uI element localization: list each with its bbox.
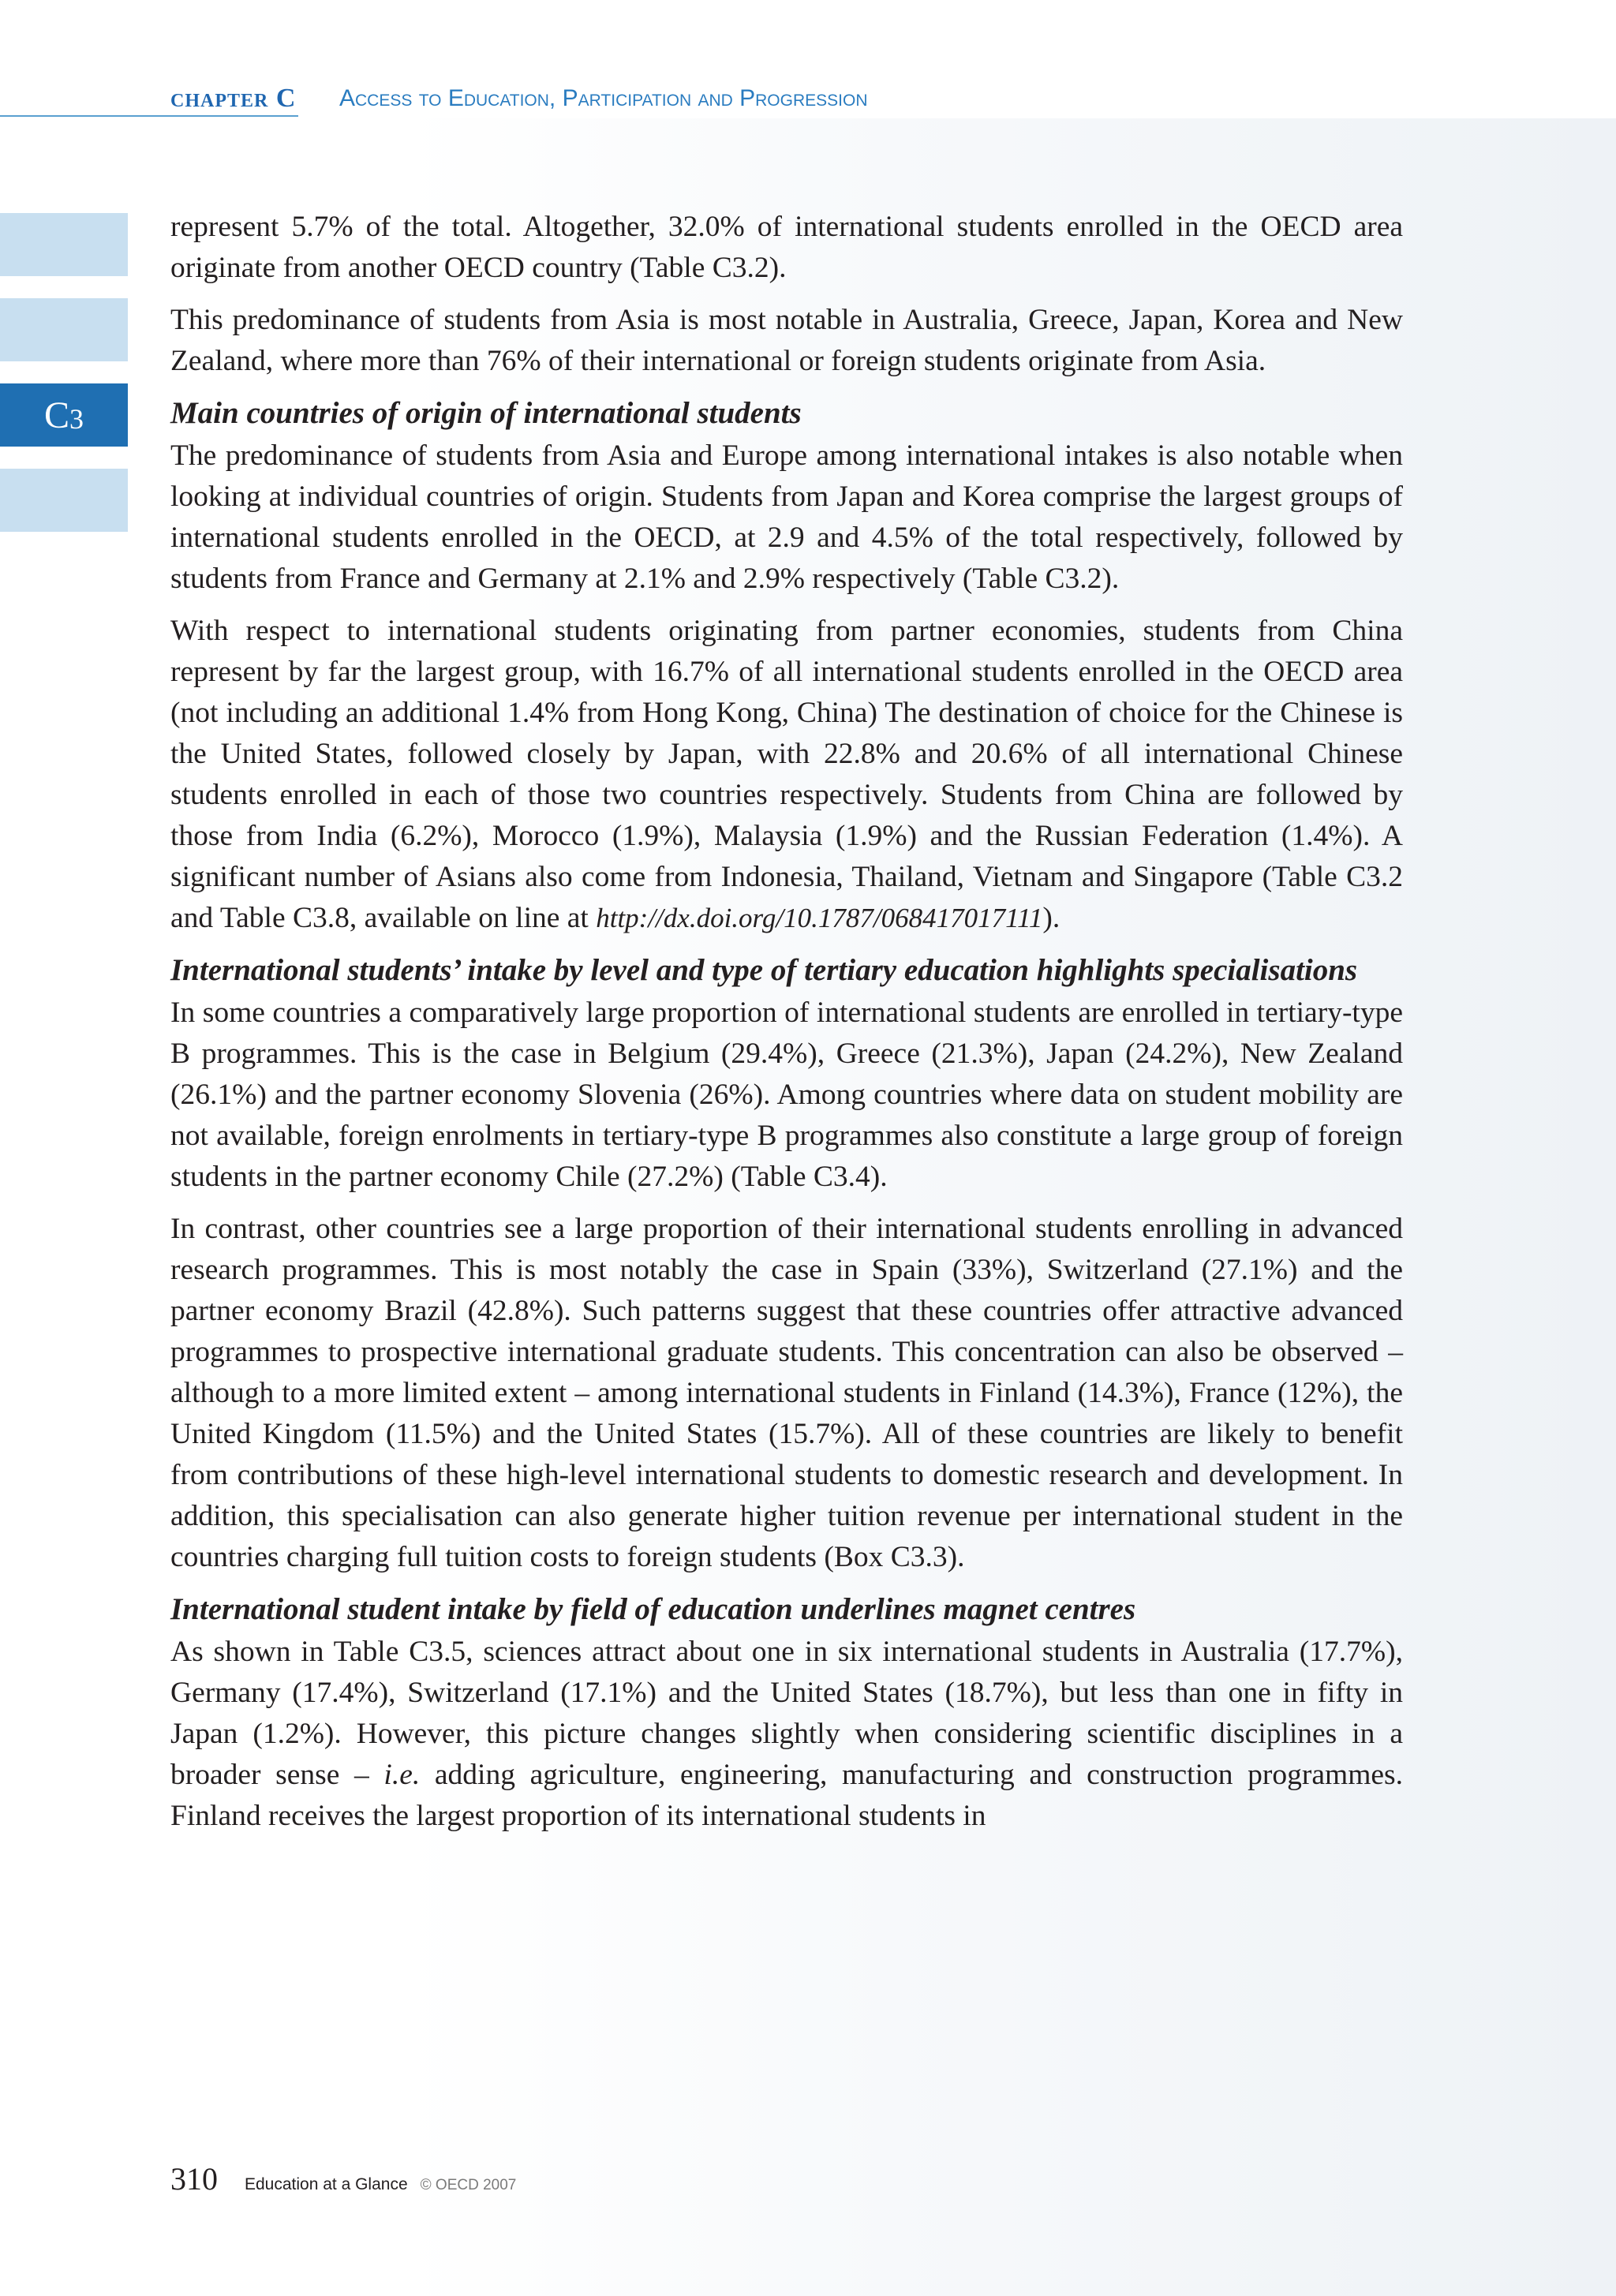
- paragraph-4: [170, 611, 1403, 939]
- header-rule: [0, 115, 298, 117]
- side-tab-letter: C: [43, 394, 69, 436]
- paragraph-3: The predominance of students from Asia and Europe among international intakes is also notable when looking at individual countries of origin. Students from Japan and Korea comprise the largest groups of international students enrolled in the OECD, at 2.9 and 4.5% of the total respectively, followed by students from France and Germany at 2.1% and 2.9% respectively (Table C3.2).: [170, 439, 1403, 595]
- side-tab-number: 3: [69, 403, 84, 435]
- chapter-title: Access to Education, Participation and Progression: [339, 85, 868, 111]
- section-heading-countries-of-origin: Main countries of origin of international students: [170, 396, 802, 430]
- running-header: [0, 80, 1616, 120]
- paragraph-7-ie: i.e.: [383, 1759, 421, 1791]
- section-heading-level-and-type: International students’ intake by level and type of tertiary education highlights specialisations: [170, 953, 1358, 987]
- side-tab-c2: [0, 298, 128, 361]
- copyright: © OECD 2007: [420, 2177, 517, 2193]
- paragraph-6: In contrast, other countries see a large proportion of their international students enrolling in advanced research programmes. This is most notably the case in Spain (33%), Switzerland (27.1%) and the partner economy Brazil (42.8%). Such patterns suggest that these countries offer attractive advanced programmes to prospective international graduate students. This concentration can also be observed – although to a more limited extent – among international students in Finland (14.3%), France (12%), the United Kingdom (11.5%) and the United States (15.7%). All of these countries are likely to benefit from contributions of these high-level international students to domestic research and development. In addition, this specialisation can also generate higher tuition revenue per international student in the countries charging full tuition costs to foreign students (Box C3.3).: [170, 1213, 1403, 1573]
- main-text: [170, 207, 1403, 1848]
- paragraph-7-text-b: adding agriculture, engineering, manufacturing and construction programmes. Finland receives the largest proportion of its international students in: [170, 1759, 1403, 1832]
- side-tab-c4: [0, 469, 128, 532]
- section-heading-field-of-education: International student intake by field of education underlines magnet centres: [170, 1592, 1136, 1626]
- paragraph-7: [170, 1632, 1403, 1837]
- page-number: 310: [170, 2161, 218, 2197]
- paragraph-2: This predominance of students from Asia is most notable in Australia, Greece, Japan, Korea and New Zealand, where more than 76% of their international or foreign students originate from Asia.: [170, 304, 1403, 377]
- publication-title: Education at a Glance: [245, 2175, 408, 2193]
- paragraph-1: represent 5.7% of the total. Altogether, 32.0% of international students enrolled in the OECD area originate from another OECD country (Table C3.2).: [170, 211, 1403, 284]
- paragraph-4-text: With respect to international students originating from partner economies, students from China represent by far the largest group, with 16.7% of all international students enrolled in the OECD area (not including an additional 1.4% from Hong Kong, China) The destination of choice for the Chinese is the United States, followed closely by Japan, with 22.8% and 20.6% of all international Chinese students enrolled in each of those two countries respectively. Students from China are followed by those from India (6.2%), Morocco (1.9%), Malaysia (1.9%) and the Russian Federation (1.4%). A significant number of Asians also come from Indonesia, Thailand, Vietnam and Singapore (Table C3.2 and Table C3.8, available on line at: [170, 615, 1403, 934]
- paragraph-4-end: ).: [1042, 902, 1060, 934]
- paragraph-5: In some countries a comparatively large proportion of international students are enrolled in tertiary-type B programmes. This is the case in Belgium (29.4%), Greece (21.3%), Japan (24.2%), New Zealand (26.1%) and the partner economy Slovenia (26%). Among countries where data on student mobility are not available, foreign enrolments in tertiary-type B programmes also constitute a large group of foreign students in the partner economy Chile (27.2%) (Table C3.4).: [170, 997, 1403, 1193]
- doi-link[interactable]: http://dx.doi.org/10.1787/068417017111: [596, 903, 1043, 933]
- side-tab-c3: [0, 383, 128, 447]
- chapter-label: chapter C: [170, 84, 297, 113]
- side-tab-c1: [0, 213, 128, 276]
- page-footer: [170, 2160, 516, 2197]
- paragraph-7-text-a: As shown in Table C3.5, sciences attract about one in six international students in Australia (17.7%), Germany (17.4%), Switzerland (17.1%) and the United States (18.7%), but less than one in fifty in Japan (1.2%). However, this picture changes slightly when considering scientific disciplines in a broader sense –: [170, 1636, 1403, 1791]
